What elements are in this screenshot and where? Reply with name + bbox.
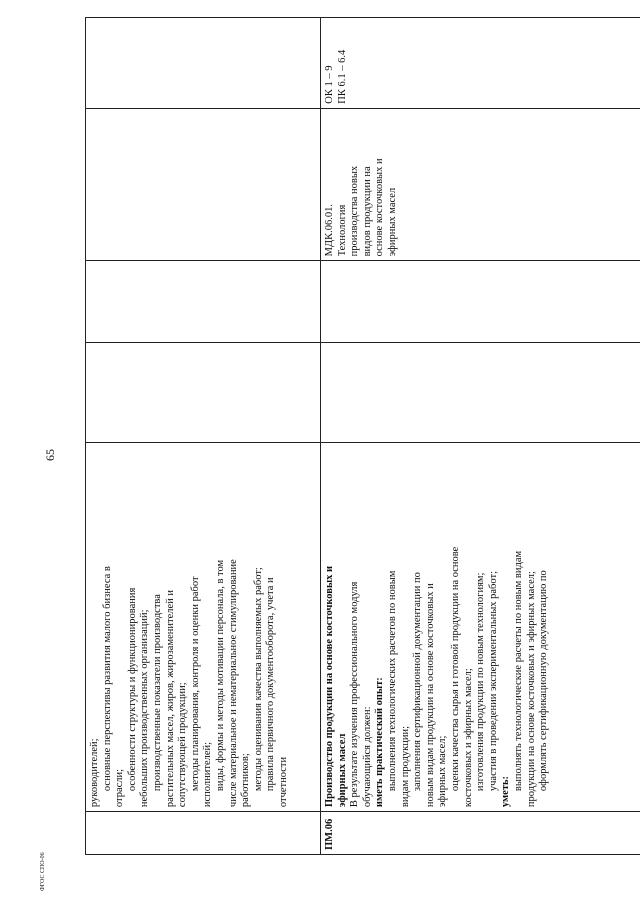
desc-line: В результате изучения профессионального модуля (349, 581, 361, 808)
desc-heading: иметь практический опыт: (374, 677, 386, 808)
mdk-line: МДК.06.01. (324, 204, 335, 257)
row1-competencies-cell (86, 18, 321, 108)
desc-line: небольших производственных организаций; (139, 609, 151, 808)
row1-code-cell (86, 812, 321, 854)
desc-line: изготовления продукции по новым технологиям; (475, 572, 487, 792)
curriculum-table (85, 17, 640, 855)
desc-line: исполнителей; (202, 741, 214, 808)
desc-line: основные перспективы развития малого бизнеса в (101, 566, 113, 792)
desc-line: руководителей; (89, 738, 100, 808)
row1-mdk-cell (86, 109, 321, 261)
column-code (86, 811, 640, 854)
row1-f-cell (86, 261, 321, 342)
footer-label: ФГОС СПО-06 (40, 852, 46, 891)
desc-line: оценки качества сырья и готовой продукции на основе (449, 546, 461, 792)
column-mdk (86, 108, 640, 261)
desc-line: растительных масел, жиров, жирозаменителей и (164, 589, 176, 808)
desc-line: эфирных масел; (437, 735, 449, 808)
row2-description-cell (321, 443, 640, 811)
desc-line: особенности структуры и функционирования (126, 587, 138, 792)
desc-line: новым видам продукции на основе косточковых и (424, 583, 436, 808)
row1-description-cell (86, 443, 321, 811)
column-competencies (86, 18, 640, 108)
row2-f-cell (321, 261, 640, 342)
row2-e-cell (321, 343, 640, 442)
row2-code-cell: ПМ.06 (324, 818, 335, 850)
mdk-line: видов продукции на (361, 166, 373, 257)
desc-line: производственные показатели производства (151, 594, 163, 792)
desc-line: обучающийся должен: (361, 706, 373, 808)
mdk-line: производства новых (349, 165, 361, 257)
row2-mdk-cell (321, 109, 640, 261)
module-title: эфирных масел (336, 733, 348, 808)
desc-line: продукции на основе косточковых и эфирных масел; (525, 571, 537, 808)
desc-line: видам продукции; (399, 725, 411, 808)
competency-line: ПК 6.1 – 6.4 (336, 49, 348, 104)
column-f (86, 260, 640, 342)
desc-line: правила первичного документооборота, учета и (265, 577, 277, 792)
desc-line: заполнения сертификационной документации по (412, 572, 424, 792)
competency-line: ОК 1 – 9 (324, 65, 335, 104)
desc-line: методы планирования, контроля и оценки работ (189, 576, 201, 792)
desc-line: косточковых и эфирных масел; (462, 668, 474, 808)
desc-line: участия в проведении экспериментальных работ; (487, 570, 499, 792)
page-number: 65 (43, 449, 57, 461)
column-e (86, 342, 640, 442)
desc-line: числе материальное и нематериальное стимулирование (227, 559, 239, 808)
desc-line: работников; (240, 753, 252, 808)
desc-line: методы оценивания качества выполняемых работ; (252, 567, 264, 792)
module-title: Производство продукции на основе косточковых и (324, 565, 335, 808)
desc-line: выполнения технологических расчетов по новым (386, 570, 398, 792)
column-description (86, 442, 640, 811)
desc-line: отчетности (277, 756, 289, 808)
desc-line: оформлять сертификационную документацию по (538, 570, 550, 792)
row1-e-cell (86, 343, 321, 442)
row2-competencies-cell (321, 18, 640, 108)
desc-line: виды, формы и методы мотивации персонала, в том (214, 559, 226, 792)
mdk-line: Технология (336, 204, 348, 257)
desc-line: выполнять технологические расчеты по новым видам (512, 550, 524, 792)
desc-line: отрасли; (114, 768, 126, 808)
mdk-line: основе косточковых и (374, 158, 386, 257)
mdk-line: эфирных масел (386, 187, 398, 257)
desc-line: сопутствующей продукции; (177, 682, 189, 808)
desc-heading: уметь: (500, 775, 512, 808)
